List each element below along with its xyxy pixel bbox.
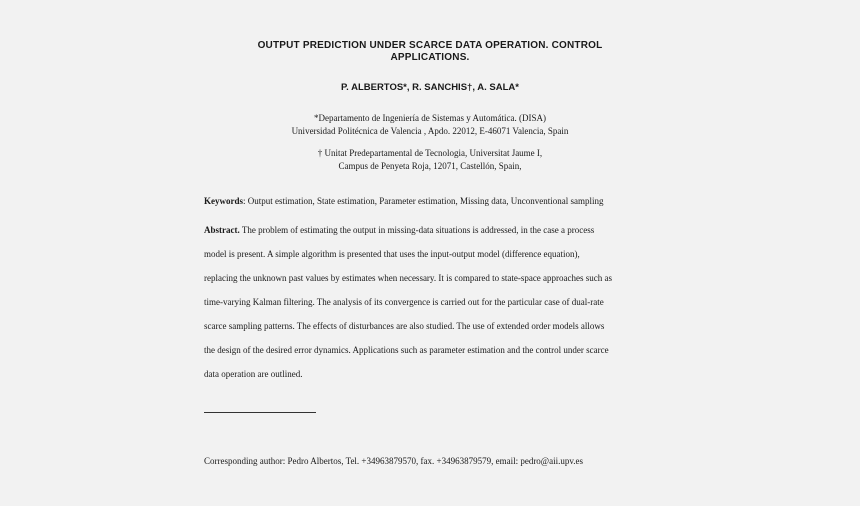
keywords-label: Keywords [204, 196, 243, 206]
title-line-1: OUTPUT PREDICTION UNDER SCARCE DATA OPERATION. CONTROL [257, 40, 603, 51]
footnote-rule [204, 412, 316, 413]
abstract-line: time-varying Kalman filtering. The analysis of its convergence is carried out for the particular case of dual-rate [204, 297, 604, 307]
abstract-label: Abstract. [204, 225, 240, 235]
affiliation-line: *Departamento de Ingeniería de Sistemas y Automática. (DISA) [314, 113, 546, 123]
keywords [204, 195, 704, 207]
affiliation-line: Universidad Politécnica de Valencia , Apdo. 22012, E-46071 Valencia, Spain [291, 126, 569, 136]
abstract-line: data operation are outlined. [204, 369, 303, 379]
abstract-line: model is present. A simple algorithm is presented that uses the input-output model (difference equation), [204, 249, 580, 259]
paper-title [200, 40, 660, 64]
abstract-line: scarce sampling patterns. The effects of disturbances are also studied. The use of extended order models allows [204, 321, 605, 331]
author-list: P. ALBERTOS*, R. SANCHIS†, A. SALA* [341, 82, 519, 93]
title-line-2: APPLICATIONS. [390, 52, 470, 63]
abstract-line: replacing the unknown past values by estimates when necessary. It is compared to state-space approaches such as [204, 273, 613, 283]
affiliation-line: † Unitat Predepartamental de Tecnologia, Universitat Jaume I, [317, 148, 543, 158]
affiliation-line: Campus de Penyeta Roja, 12071, Castellón, Spain, [338, 161, 522, 171]
abstract-line [204, 218, 674, 242]
abstract-line: the design of the desired error dynamics. Applications such as parameter estimation and the control under scarce [204, 345, 609, 355]
affiliation-disa [200, 112, 660, 138]
abstract-text: The problem of estimating the output in missing-data situations is addressed, in the case a process [239, 225, 595, 235]
affiliation-jaume [200, 147, 660, 173]
corresponding-author: Corresponding author: Pedro Albertos, Tel. +34963879570, fax. +34963879579, email: pedro@aii.upv.es [204, 456, 584, 466]
abstract [204, 218, 674, 386]
keywords-text: : Output estimation, State estimation, Parameter estimation, Missing data, Unconventional sampling [243, 196, 604, 206]
